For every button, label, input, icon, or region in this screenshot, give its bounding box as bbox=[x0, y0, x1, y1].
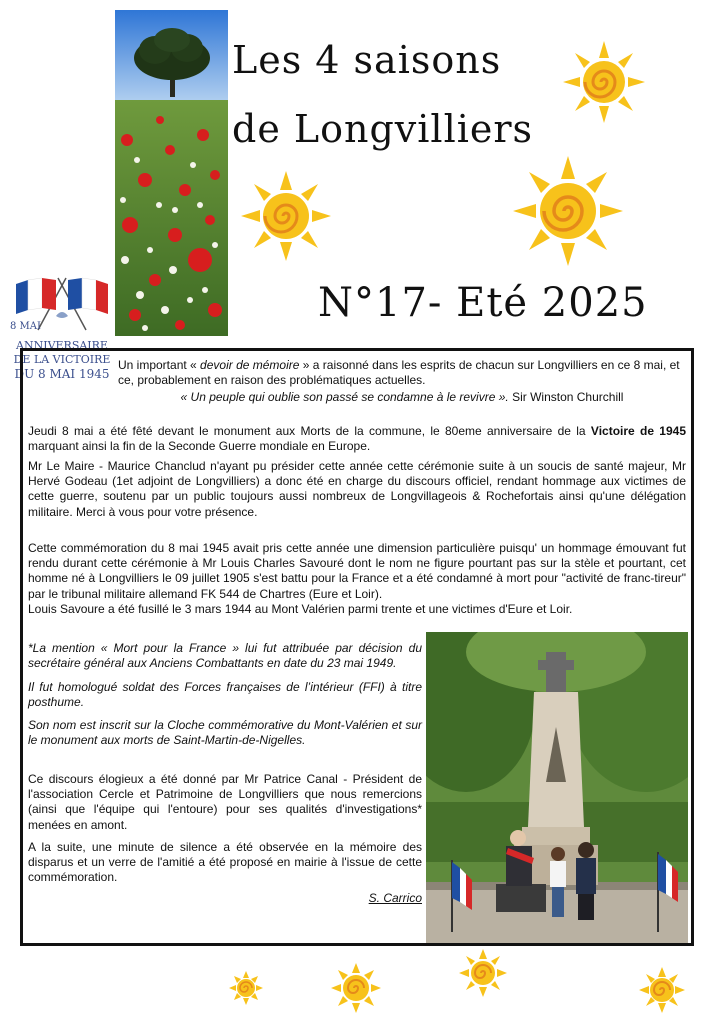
paragraph-ceremony: Mr Le Maire - Maurice Chanclud n'ayant pu présider cette année cette cérémonie suite à un soucis de santé majeur, Mr Hervé Godeau (1et adjoint de Longvilliers) a donc été en charge du discours officiel, rendant hommage aux victimes de cette guerre, soutenu par un public toujours aussi nombreux de Longvillageois & Rochefortais ainsi qu'une délégation militaire. Merci à vous pour votre présence. bbox=[28, 459, 686, 519]
badge-line-4: DU 8 MAI 1945 bbox=[14, 367, 110, 381]
note-memorials: Son nom est inscrit sur la Cloche commémorative du Mont-Valérien et sur le monument aux morts de Saint-Martin-de-Nigelles. bbox=[28, 718, 422, 748]
issue-title: N°17- Eté 2025 bbox=[318, 280, 648, 326]
sun-icon bbox=[228, 970, 264, 1006]
header-photo-poppy-field bbox=[115, 10, 228, 336]
badge-line-1: 8 MAI bbox=[10, 321, 41, 332]
newsletter-title-line-1: Les 4 saisons bbox=[232, 38, 502, 82]
p2-start: Jeudi 8 mai a été fêté devant le monument aux Morts de la commune, le 80eme anniversaire de la bbox=[28, 424, 591, 438]
sun-icon bbox=[458, 948, 508, 998]
paragraph-execution: Louis Savoure a été fusillé le 3 mars 1944 au Mont Valérien parmi trente et une victimes d'Eure et Loir. bbox=[28, 602, 573, 616]
paragraph-tribute: Cette commémoration du 8 mai 1945 avait pris cette année une dimension particulière puisqu' un hommage émouvant fut rendu durant cette cérémonie à Mr Louis Charles Savouré dont le nom ne figure pourtant pas sur la stèle et pourtant, cet homme né à Longvilliers le 09 juillet 1905 s'est battu pour la France et a été condamné à mort pour "activité de franc-tireur" par le tribunal militaire allemand FK 544 de Chartres (Eure et Loir). bbox=[28, 541, 686, 601]
note-ffi: Il fut homologué soldat des Forces françaises de l’intérieur (FFI) à titre posthume. bbox=[28, 680, 422, 710]
paragraph-minute-silence: A la suite, une minute de silence a été observée en la mémoire des disparus et un verre de l'amitié a été proposé en mairie à l'issue de cette commémoration. bbox=[28, 840, 422, 885]
sun-icon bbox=[512, 155, 624, 267]
sun-icon bbox=[562, 40, 646, 124]
paragraph-anniversary bbox=[28, 424, 686, 454]
intro-paragraph bbox=[118, 358, 686, 388]
churchill-quote bbox=[118, 390, 686, 405]
sun-icon bbox=[240, 170, 332, 262]
badge-line-2: ANNIVERSAIRE bbox=[16, 339, 108, 352]
quote-text: « Un peuple qui oublie son passé se condamne à le revivre ». bbox=[180, 390, 509, 404]
paragraph-speech: Ce discours élogieux a été donné par Mr Patrice Canal - Président de l'association Cercle et Patrimoine de Longvilliers que nous remercions (ainsi que l'équipe qui l'entoure) pour ses qualités d'investigations* menées en amont. bbox=[28, 772, 422, 832]
p2-end: marquant ainsi la fin de la Seconde Guerre mondiale en Europe. bbox=[28, 439, 371, 454]
quote-author: Sir Winston Churchill bbox=[508, 390, 624, 404]
badge-line-3: DE LA VICTOIRE bbox=[13, 353, 111, 366]
author-signature: S. Carrico bbox=[368, 891, 422, 905]
p2-victory-1945: Victoire de 1945 bbox=[590, 424, 686, 438]
intro-text-start: Un important « bbox=[118, 358, 201, 372]
sun-icon bbox=[638, 966, 686, 1014]
newsletter-title-line-2: de Longvilliers bbox=[232, 107, 534, 151]
sun-icon bbox=[330, 962, 382, 1014]
intro-emphasis: devoir de mémoire bbox=[200, 358, 300, 372]
war-memorial-photo bbox=[426, 632, 688, 943]
note-mort-pour-la-france: *La mention « Mort pour la France » lui fut attribuée par décision du secrétaire général aux Anciens Combattants en date du 23 mai 1949. bbox=[28, 641, 422, 671]
intro-text-end: » a raisonné dans les esprits de chacun sur Longvilliers en ce 8 mai, et ce, probablement en raison des problématiques actuelles. bbox=[118, 358, 680, 388]
